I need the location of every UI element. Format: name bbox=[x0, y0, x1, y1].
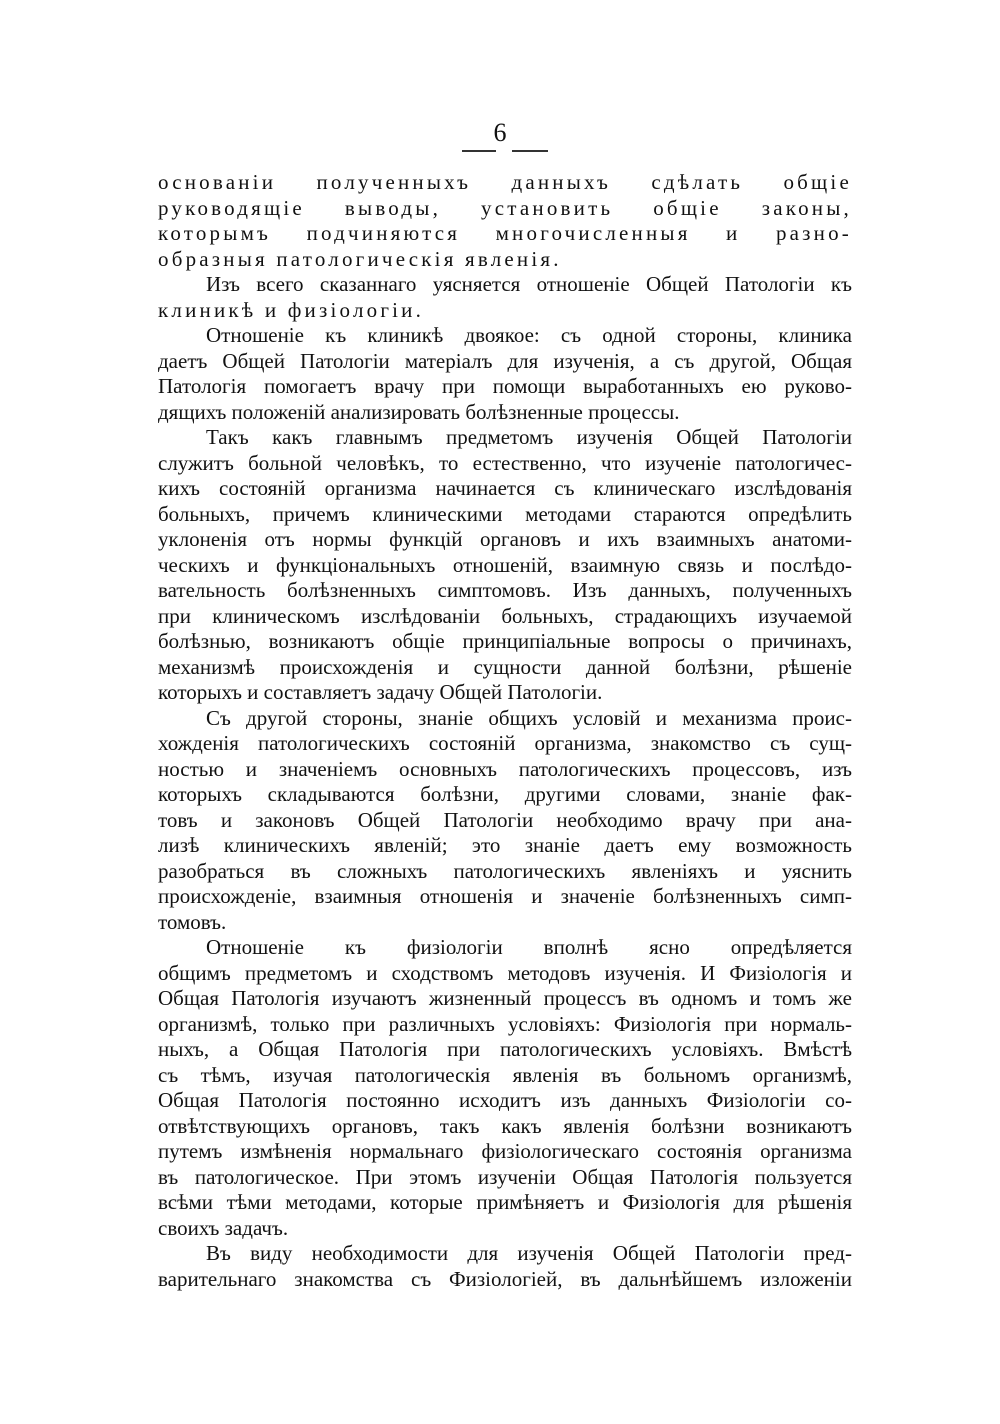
text-line: хожденiя патологическихъ состоянiй организма, знакомство съ сущ- bbox=[158, 731, 852, 755]
text-line: Изъ всего сказаннаго уясняется отношенiе Общей Патологiи къ bbox=[206, 272, 852, 296]
text-line: ческихъ и функцiональныхъ отношенiй, взаимную связь и послѣдо- bbox=[158, 552, 852, 577]
text-line: кихъ состоянiй организма начинается съ клиническаго изслѣдованiя bbox=[158, 476, 852, 500]
text-line: ностью и значенiемъ основныхъ патологическихъ процессовъ, изъ bbox=[158, 756, 852, 781]
text-line: разобраться въ сложныхъ патологическихъ явленiяхъ и уяснить bbox=[158, 858, 852, 883]
text-line: путемъ измѣненiя нормальнаго физiологическаго состоянiя организма bbox=[158, 1139, 852, 1163]
text-line: вательность болѣзненныхъ симптомовъ. Изъ данныхъ, полученныхъ bbox=[158, 578, 852, 602]
text-line: отвѣтствующихъ органовъ, такъ какъ явленiя болѣзни возникаютъ bbox=[158, 1113, 852, 1138]
text-line: механизмѣ происхожденiя и сущности данной болѣзни, рѣшенiе bbox=[158, 654, 852, 679]
text-line: основанiи полученныхъ данныхъ сдѣлать общiе bbox=[158, 170, 852, 194]
text-line: Отношенiе къ клиникѣ двоякое: съ одной стороны, клиника bbox=[206, 323, 852, 347]
text-line: служитъ больной человѣкъ, то естественно, что изученiе патологичес- bbox=[158, 450, 852, 475]
text-line: съ тѣмъ, изучая патологическiя явленiя въ больномъ организмѣ, bbox=[158, 1062, 852, 1087]
text-line: больныхъ, причемъ клиническими методами стараются опредѣлить bbox=[158, 501, 852, 526]
text-line: уклоненiя отъ нормы функцiй органовъ и ихъ взаимныхъ анатоми- bbox=[158, 527, 852, 551]
text-line: всѣми тѣми методами, которые примѣняетъ и Физiологiя для рѣшенiя bbox=[158, 1190, 852, 1214]
text-line: Съ другой стороны, знанiе общихъ условiй и механизма проис- bbox=[206, 705, 852, 730]
text-line: Общая Патологiя постоянно исходитъ изъ данныхъ Физiологiи со- bbox=[158, 1088, 852, 1112]
text-line: образныя патологическiя явленiя. bbox=[158, 246, 562, 271]
text-line: которымъ подчиняются многочисленныя и разно- bbox=[158, 221, 852, 245]
text-line: Общая Патологiя изучаютъ жизненный процессъ въ одномъ и томъ же bbox=[158, 986, 852, 1010]
text-line: лизѣ клиническихъ явленiй; это знанiе даетъ ему возможность bbox=[158, 833, 852, 857]
text-line: томовъ. bbox=[158, 909, 227, 934]
text-line: болѣзнью, возникаютъ общiе принципiальные вопросы о причинахъ, bbox=[158, 629, 852, 653]
text-line: даетъ Общей Патологiи матерiалъ для изученiя, а съ другой, Общая bbox=[158, 348, 852, 373]
text-line: общимъ предметомъ и сходствомъ методовъ изученiя. И Физiологiя и bbox=[158, 960, 852, 985]
text-line: которыхъ и составляетъ задачу Общей Патологiи. bbox=[158, 680, 603, 704]
text-line: Отношенiе къ физiологiи вполнѣ ясно опредѣляется bbox=[206, 935, 852, 959]
text-line: Патологiя помогаетъ врачу при помощи выработанныхъ ею руково- bbox=[158, 374, 852, 398]
text-line: при клиническомъ изслѣдованiи больныхъ, страдающихъ изучаемой bbox=[158, 603, 852, 628]
text-line: Въ виду необходимости для изученiя Общей Патологiи пред- bbox=[206, 1241, 852, 1265]
text-line: ныхъ, а Общая Патологiя при патологическихъ условiяхъ. Вмѣстѣ bbox=[158, 1037, 852, 1061]
text-line: руководящiе выводы, установить общiе законы, bbox=[158, 195, 852, 220]
text-line: Такъ какъ главнымъ предметомъ изученiя Общей Патологiи bbox=[206, 425, 852, 449]
text-line: товъ и законовъ Общей Патологiи необходимо врачу при ана- bbox=[158, 807, 852, 832]
text-line: клиникѣ и физiологiи. bbox=[158, 297, 425, 322]
text-line: которыхъ складываются болѣзни, другими словами, знанiе фак- bbox=[158, 782, 852, 806]
header-rule-left bbox=[462, 150, 496, 152]
text-line: своихъ задачъ. bbox=[158, 1215, 289, 1240]
text-line: варительнаго знакомства съ Физiологiей, въ дальнѣйшемъ изложенiи bbox=[158, 1266, 852, 1291]
text-line: организмѣ, только при различныхъ условiяхъ: Физiологiя при нормаль- bbox=[158, 1011, 852, 1036]
text-line: происхожденiе, взаимныя отношенiя и значенiе болѣзненныхъ симп- bbox=[158, 884, 852, 908]
text-line: въ патологическое. При этомъ изученiи Общая Патологiя пользуется bbox=[158, 1164, 852, 1189]
text-line: дящихъ положенiй анализировать болѣзненные процессы. bbox=[158, 399, 680, 424]
body-text bbox=[158, 170, 852, 1292]
header-rule-right bbox=[512, 150, 548, 152]
page-number: 6 bbox=[493, 118, 507, 147]
